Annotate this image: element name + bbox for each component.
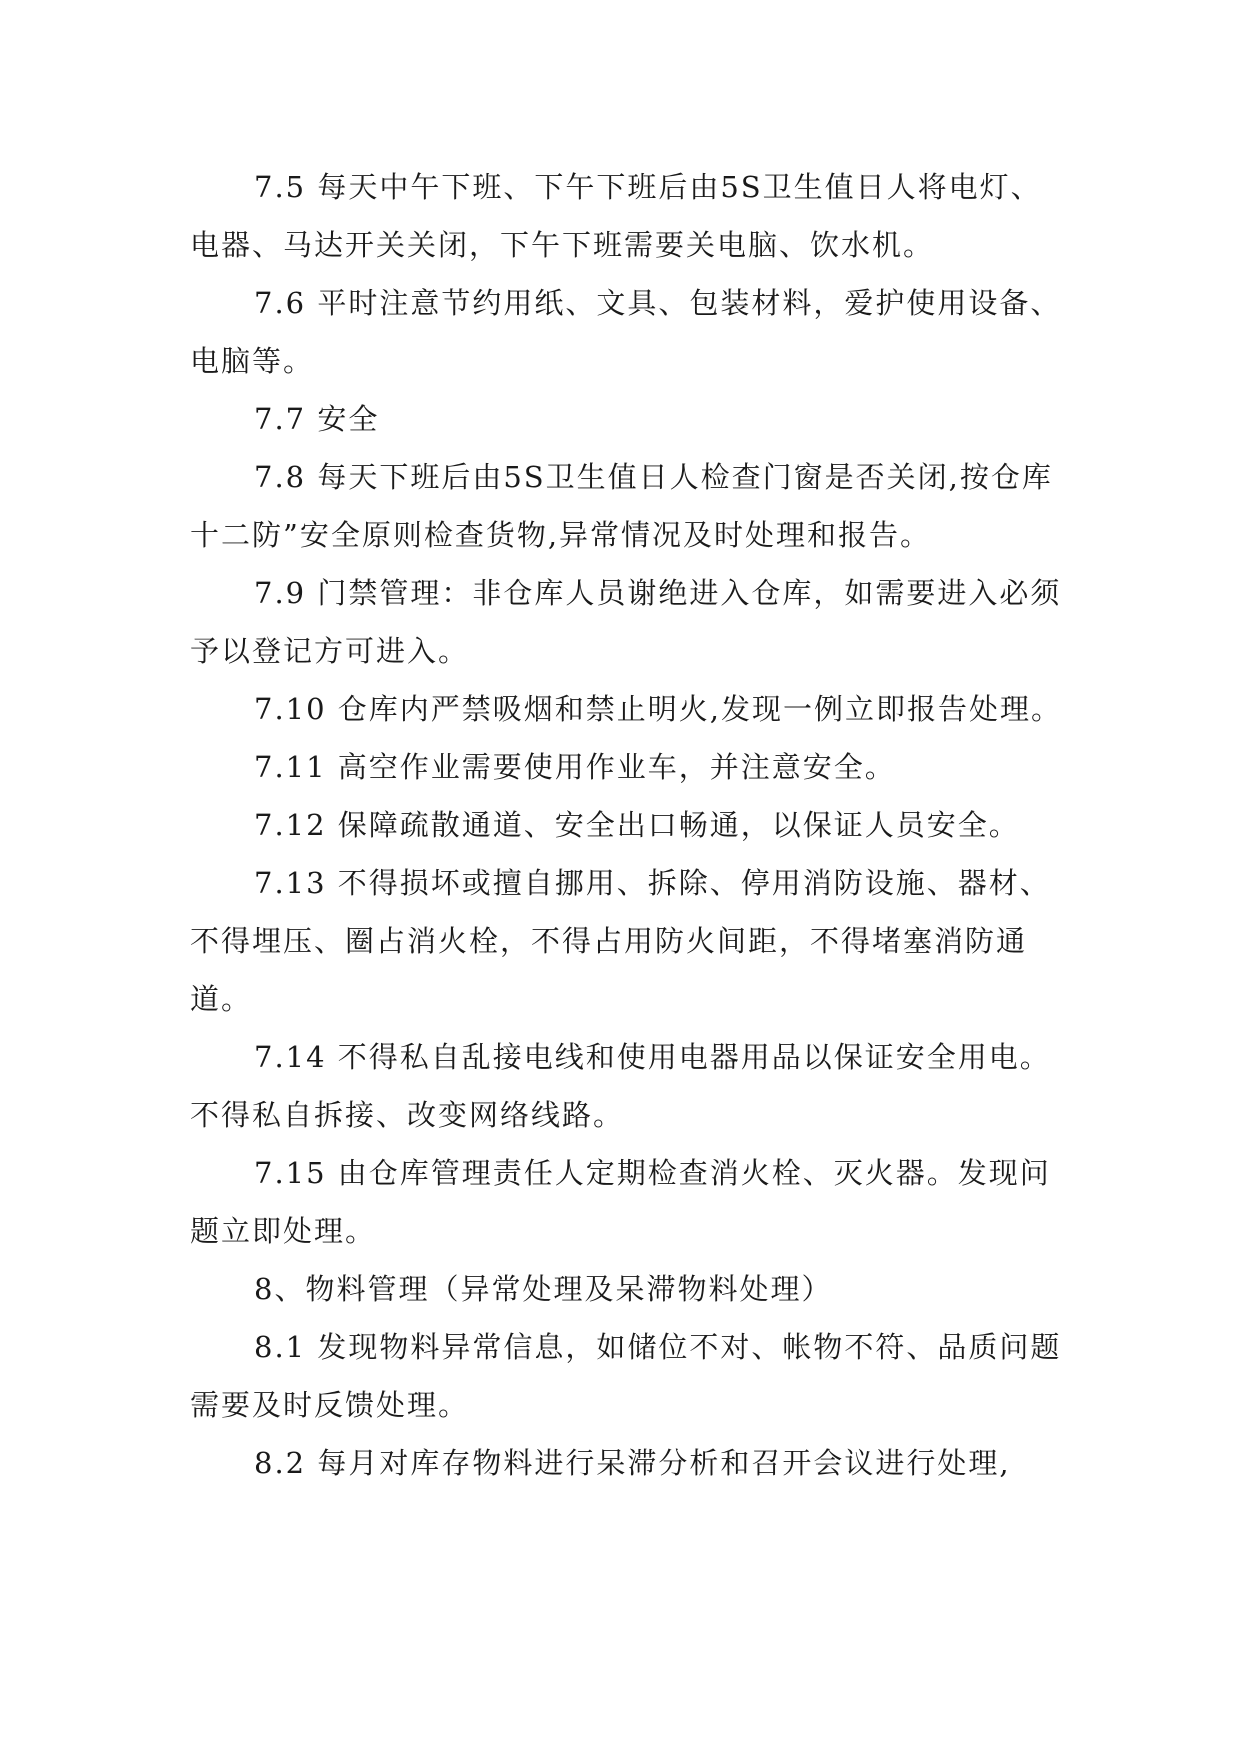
paragraph-7-9: 7.9 门禁管理：非仓库人员谢绝进入仓库，如需要进入必须予以登记方可进入。 [190, 576, 1062, 668]
paragraph-7-10: 7.10 仓库内严禁吸烟和禁止明火,发现一例立即报告处理。 [254, 692, 1063, 726]
paragraph-7-15: 7.15 由仓库管理责任人定期检查消火栓、灭火器。发现问题立即处理。 [190, 1156, 1051, 1248]
paragraph-7-5: 7.5 每天中午下班、下午下班后由5S卫生值日人将电灯、电器、马达开关关闭，下午下班需要关电脑、饮水机。 [190, 170, 1042, 262]
paragraph-8-1: 8.1 发现物料异常信息，如储位不对、帐物不符、品质问题需要及时反馈处理。 [190, 1330, 1062, 1422]
document-body [190, 158, 1070, 1492]
section-heading-8: 8、物料管理（异常处理及呆滞物料处理） [254, 1272, 833, 1306]
paragraph-7-8: 7.8 每天下班后由5S卫生值日人检查门窗是否关闭,按仓库十二防”安全原则检查货物,异常情况及时处理和报告。 [190, 460, 1053, 552]
paragraph-8-2: 8.2 每月对库存物料进行呆滞分析和召开会议进行处理, [254, 1446, 1011, 1480]
paragraph-7-13: 7.13 不得损坏或擅自挪用、拆除、停用消防设施、器材、不得埋压、圈占消火栓，不得占用防火间距，不得堵塞消防通道。 [190, 866, 1051, 1016]
paragraph-7-12: 7.12 保障疏散通道、安全出口畅通，以保证人员安全。 [254, 808, 1020, 842]
paragraph-7-7: 7.7 安全 [254, 402, 380, 436]
paragraph-7-6: 7.6 平时注意节约用纸、文具、包装材料，爱护使用设备、电脑等。 [190, 286, 1062, 378]
paragraph-7-14: 7.14 不得私自乱接电线和使用电器用品以保证安全用电。不得私自拆接、改变网络线路。 [190, 1040, 1051, 1132]
paragraph-7-11: 7.11 高空作业需要使用作业车，并注意安全。 [254, 750, 896, 784]
